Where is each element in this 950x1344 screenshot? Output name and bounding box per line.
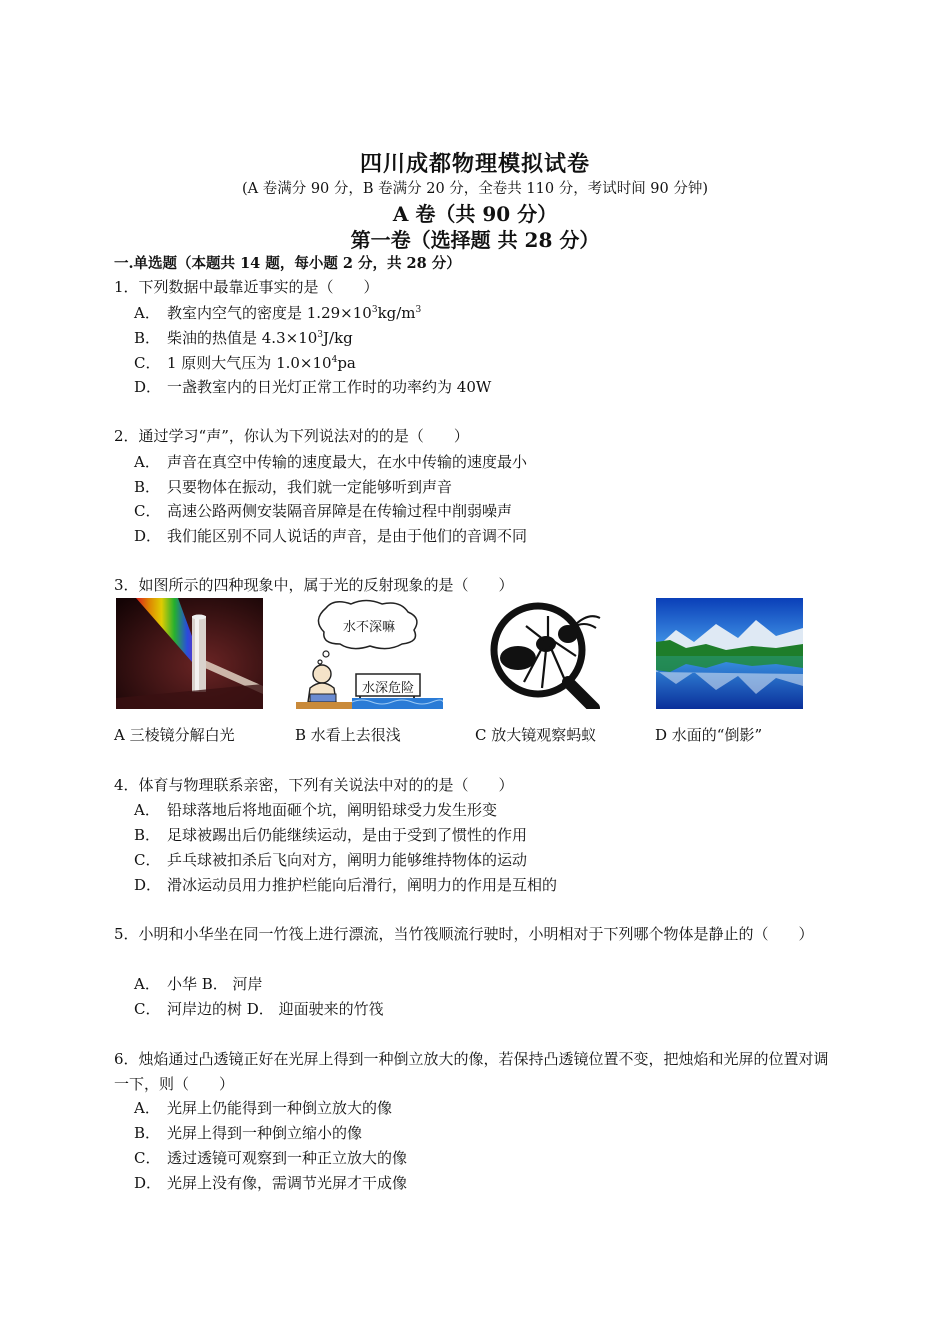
q2-option-b [134, 476, 452, 497]
option-text: 透过透镜可观察到一种正立放大的像 [167, 1149, 408, 1167]
option-key: D． [134, 527, 162, 545]
q1-option-c [134, 352, 356, 373]
reflection-illustration [656, 598, 803, 709]
warning-sign-text: 水深危险 [361, 681, 414, 696]
option-text: 一盏教室内的日光灯正常工作时的功率约为 40W [167, 378, 492, 396]
option-text: 1 原则大气压为 1.0×10 [167, 354, 332, 372]
q4-option-d [134, 874, 557, 895]
option-key: C． [134, 1000, 161, 1018]
option-key: A． [134, 975, 160, 993]
option-key: C． [134, 851, 161, 869]
option-text: 光屏上没有像，需调节光屏才干成像 [167, 1174, 408, 1192]
option-key: A． [134, 1099, 160, 1117]
option-text: 滑冰运动员用力推护栏能向后滑行，阐明力的作用是互相的 [167, 876, 558, 894]
option-text: 声音在真空中传输的速度最大，在水中传输的速度最小 [167, 453, 528, 471]
speech-bubble-text: 水不深嘛 [342, 620, 395, 635]
caption-a: A 三棱镜分解白光 [114, 726, 235, 744]
option-key: A． [134, 304, 160, 322]
option-key: A． [134, 801, 160, 819]
q6-option-d [134, 1172, 407, 1193]
exam-title: 四川成都物理模拟试卷 [359, 151, 590, 177]
q1-option-a [134, 302, 421, 323]
q1-option-b [134, 327, 353, 348]
option-text: 光屏上仍能得到一种倒立放大的像 [167, 1099, 393, 1117]
q4-stem: 4．体育与物理联系亲密，下列有关说法中对的的是（ ） [114, 776, 514, 794]
section-heading: 一.单选题（本题共 14 题，每小题 2 分，共 28 分） [114, 255, 461, 272]
q6-option-b [134, 1122, 362, 1143]
q5-stem: 5．小明和小华坐在同一竹筏上进行漂流，当竹筏顺流行驶时，小明相对于下列哪个物体是静止的（ ） [114, 925, 814, 943]
superscript: 3 [371, 305, 378, 315]
option-text: 足球被踢出后仍能继续运动，是由于受到了惯性的作用 [167, 826, 528, 844]
caption-c: C 放大镜观察蚂蚁 [475, 726, 597, 744]
option-text: 河岸边的树 D． 迎面驶来的竹筏 [167, 1000, 384, 1018]
q2-option-c [134, 500, 512, 521]
option-text: J/kg [323, 329, 353, 347]
q6-option-a [134, 1097, 392, 1118]
volume-heading: A 卷（共 90 分） [392, 202, 558, 226]
shallow-water-picture [296, 598, 443, 709]
q6-option-c [134, 1147, 407, 1168]
option-text: 小华 B． 河岸 [167, 975, 263, 993]
option-key: C． [134, 354, 161, 372]
option-text: 教室内空气的密度是 1.29×10 [167, 304, 372, 322]
q1-stem: 1．下列数据中最靠近事实的是（ ） [114, 278, 379, 296]
option-key: B． [134, 1124, 161, 1142]
option-key: D． [134, 1174, 162, 1192]
superscript: 3 [317, 330, 324, 340]
option-text: 乒乓球被扣杀后飞向对方，阐明力能够维持物体的运动 [167, 851, 528, 869]
option-text: kg/m [377, 304, 416, 322]
superscript: 4 [331, 355, 338, 365]
q5-option-cd [134, 998, 384, 1019]
option-key: B． [134, 478, 161, 496]
part-heading: 第一卷（选择题 共 28 分） [350, 228, 600, 252]
caption-d: D 水面的“倒影” [655, 726, 763, 744]
option-text: 高速公路两侧安装隔音屏障是在传输过程中削弱噪声 [167, 502, 513, 520]
option-key: D． [134, 876, 162, 894]
q6-stem: 6．烛焰通过凸透镜正好在光屏上得到一种倒立放大的像，若保持凸透镜位置不变，把烛焰和光屏的位置对调一下，则（ ） [114, 1050, 829, 1093]
q2-option-a [134, 451, 527, 472]
prism-picture [116, 598, 263, 709]
caption-b: B 水看上去很浅 [295, 726, 401, 744]
option-key: A． [134, 453, 160, 471]
q4-option-b [134, 824, 527, 845]
q3-stem: 3．如图所示的四种现象中，属于光的反射现象的是（ ） [114, 576, 514, 594]
q5-option-ab [134, 973, 263, 994]
exam-subtitle: (A 卷满分 90 分，B 卷满分 20 分，全卷共 110 分，考试时间 90 分钟) [241, 181, 709, 197]
superscript: 3 [415, 305, 422, 315]
prism-illustration [116, 598, 263, 709]
option-key: C． [134, 502, 161, 520]
option-text: 只要物体在振动，我们就一定能够听到声音 [167, 478, 453, 496]
option-text: 柴油的热值是 4.3×10 [167, 329, 318, 347]
option-text: pa [337, 354, 356, 372]
option-text: 铅球落地后将地面砸个坑，阐明铅球受力发生形变 [167, 801, 498, 819]
option-text: 光屏上得到一种倒立缩小的像 [167, 1124, 363, 1142]
option-key: D． [134, 378, 162, 396]
q1-option-d [134, 376, 491, 397]
option-key: B． [134, 826, 161, 844]
q4-option-c [134, 849, 527, 870]
reflection-picture [656, 598, 803, 709]
q2-option-d [134, 525, 527, 546]
q4-option-a [134, 799, 497, 820]
magnifier-illustration [476, 598, 623, 709]
option-key: B． [134, 329, 161, 347]
option-text: 我们能区别不同人说话的声音，是由于他们的音调不同 [167, 527, 528, 545]
q2-stem: 2．通过学习“声”，你认为下列说法对的的是（ ） [114, 427, 469, 445]
magnifier-picture [476, 598, 623, 709]
option-key: C． [134, 1149, 161, 1167]
